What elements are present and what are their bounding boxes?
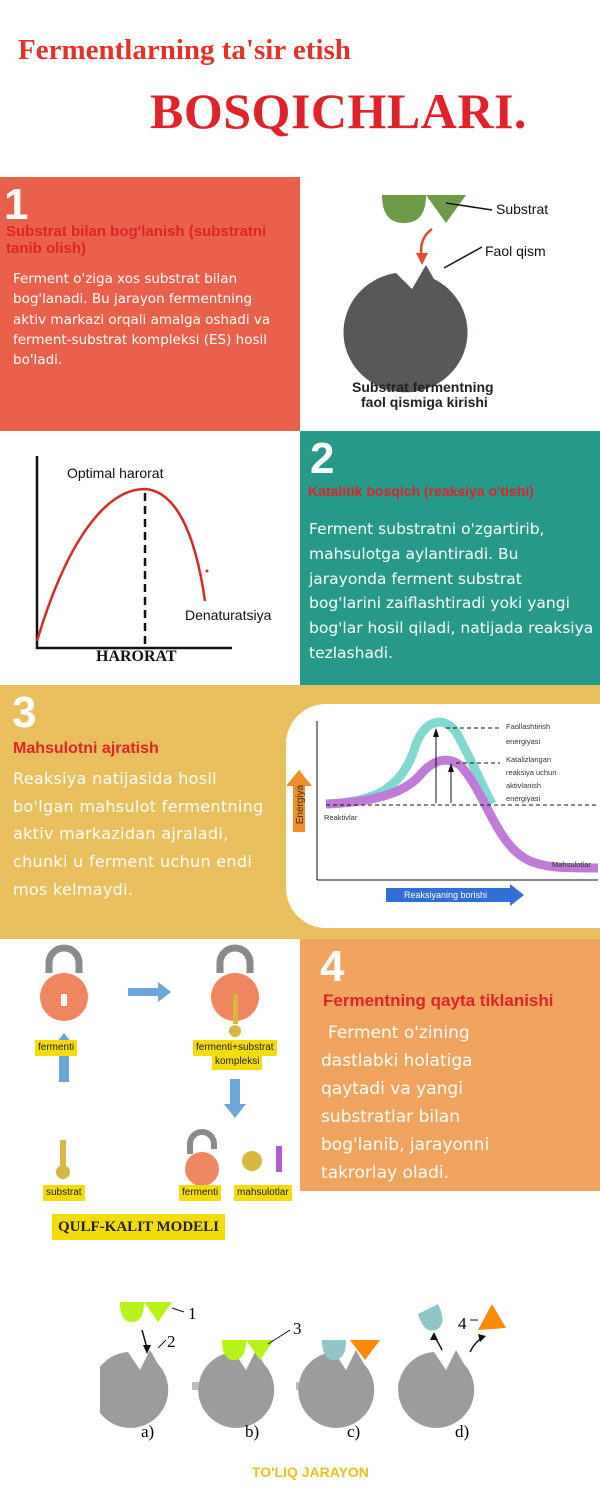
kat-energy-3: aktivlanish bbox=[506, 781, 542, 790]
title-line1: Fermentlarning ta'sir etish bbox=[18, 34, 351, 66]
step1-number: 1 bbox=[4, 180, 29, 229]
process-label-a: a) bbox=[141, 1422, 155, 1441]
fermenti-tag: fermenti bbox=[35, 1040, 77, 1056]
reaktivlar-label: Reaktivlar bbox=[324, 813, 358, 822]
process-n2: 2 bbox=[167, 1332, 176, 1351]
substrat-label: Substrat bbox=[496, 201, 549, 217]
fermenti2-tag: fermenti bbox=[179, 1185, 221, 1201]
faol-qism-label: Faol qism bbox=[485, 243, 546, 259]
substrate-triangle bbox=[426, 195, 466, 223]
step2-heading: Katalitik bosqich (reaksiya o'tishi) bbox=[308, 483, 534, 499]
denaturatsiya-label: Denaturatsiya bbox=[185, 607, 272, 623]
optimal-label: Optimal harorat bbox=[67, 465, 164, 481]
step3-text: Reaksiya natijasida hosil bo'lgan mahsulot fermentning aktiv markazidan ajraladi, chunki u ferment uchun endi mos kelmaydi. bbox=[13, 769, 264, 899]
complex-tag-2: kompleksi bbox=[212, 1054, 262, 1070]
diagram1-caption-2: faol qismiga kirishi bbox=[361, 394, 488, 410]
harorat-label: HARORAT bbox=[96, 648, 177, 665]
step4-number: 4 bbox=[320, 942, 345, 991]
kat-energy-2: reaksiya uchun bbox=[506, 768, 557, 777]
step3-heading: Mahsulotni ajratish bbox=[13, 740, 159, 757]
mahsulotlar-label: Mahsulotlar bbox=[552, 860, 591, 869]
step2-number: 2 bbox=[310, 434, 335, 483]
mahsulotlar-tag: mahsulotlar bbox=[234, 1185, 292, 1201]
reaksiya-label: Reaksiyaning borishi bbox=[404, 890, 488, 900]
open-lock-icon bbox=[185, 1152, 219, 1186]
kat-energy-1: Katalizlangan bbox=[506, 755, 552, 764]
step2-panel bbox=[300, 431, 600, 685]
process-label-c: c) bbox=[347, 1422, 361, 1441]
down-arrow-icon bbox=[224, 1079, 246, 1118]
faol-energy-2: energiyasi bbox=[506, 737, 541, 746]
energiya-label: Energiya bbox=[295, 784, 307, 825]
substrate-shape bbox=[382, 195, 426, 223]
catalyzed-curve bbox=[326, 760, 598, 868]
step4-heading: Fermentning qayta tiklanishi bbox=[323, 991, 554, 1010]
kat-energy-4: energiyasi bbox=[506, 794, 541, 803]
substrat-tag: substrat bbox=[43, 1185, 85, 1201]
uncatalyzed-curve bbox=[326, 722, 492, 804]
right-arrow-icon bbox=[128, 982, 171, 1002]
step4-panel bbox=[300, 939, 600, 1191]
product-circle-icon bbox=[242, 1151, 262, 1171]
process-n3: 3 bbox=[293, 1319, 302, 1338]
enzyme-shape bbox=[344, 265, 468, 392]
step1-text: Ferment o'ziga xos substrat bilan bog'lanadi. Bu jarayon fermentning aktiv markazi orqali amalga oshadi va ferment-substrat kompleksi (ES) hosil bo'ladi. bbox=[13, 271, 271, 368]
step1-heading: Substrat bilan bog'lanish (substratni tanib olish) bbox=[6, 223, 267, 258]
step4-text: Ferment o'zining dastlabki holatiga qaytadi va yangi substratlar bilan bog'lanib, jarayonni takrorlay oladi. bbox=[321, 1023, 490, 1184]
process-label-b: b) bbox=[245, 1422, 260, 1441]
process-n4: 4 bbox=[458, 1314, 467, 1333]
step3-number: 3 bbox=[12, 688, 37, 737]
activity-curve bbox=[37, 489, 205, 641]
process-n1: 1 bbox=[188, 1304, 197, 1323]
step1-panel bbox=[0, 177, 300, 431]
diagram1-caption-1: Substrat fermentning bbox=[352, 379, 494, 395]
process-caption: TO'LIQ JARAYON bbox=[252, 1464, 369, 1480]
faol-energy-1: Faollashtirish bbox=[506, 722, 551, 731]
step2-text: Ferment substratni o'zgartirib, mahsulotga aylantiradi. Bu jarayonda ferment substrat bog'larini zaiflashtiradi yoki yangi bog'lar hosil qiladi, natijada reaksiya tezlashadi. bbox=[309, 520, 594, 662]
complex-tag-1: fermenti+substrat bbox=[193, 1040, 277, 1056]
title-line2: BOSQICHLARI. bbox=[150, 83, 527, 139]
process-label-d: d) bbox=[455, 1422, 470, 1441]
model-title: QULF-KALIT MODELI bbox=[52, 1214, 225, 1240]
product-key-icon bbox=[276, 1146, 282, 1172]
key-icon bbox=[60, 1140, 66, 1168]
